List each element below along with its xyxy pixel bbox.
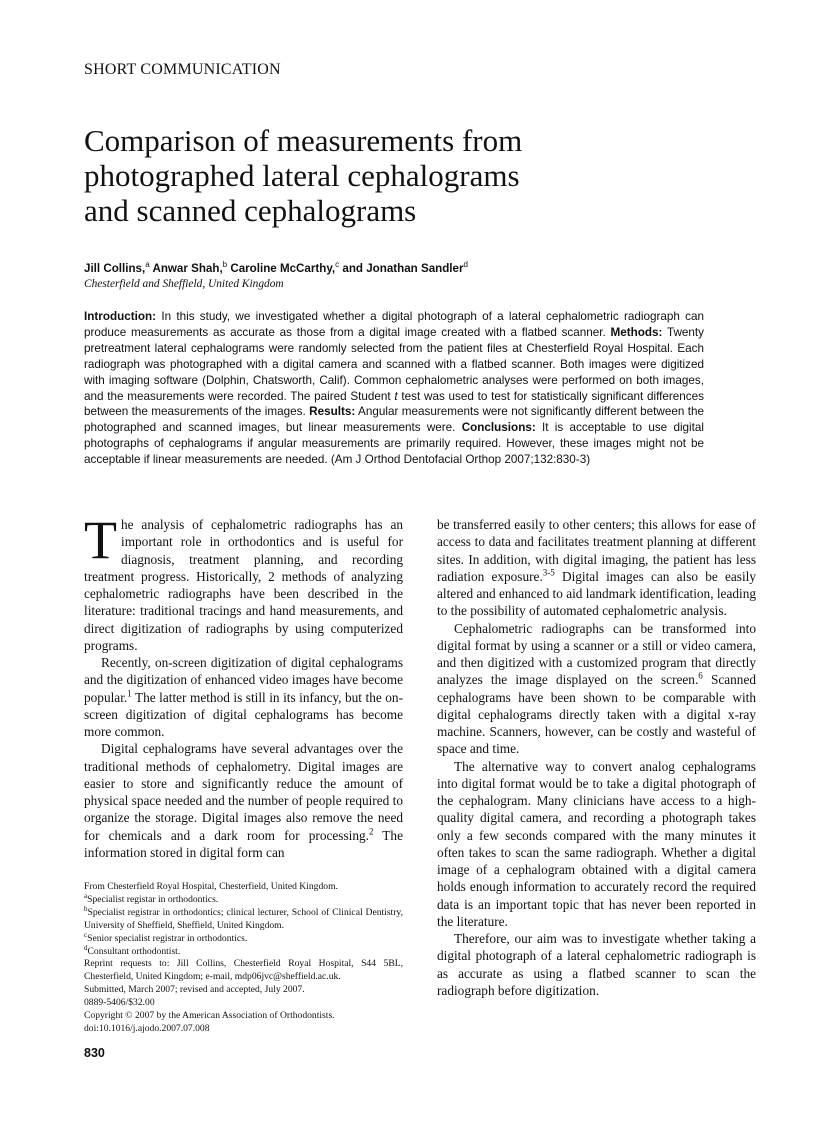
abstract-text: test was used to test for statistically significant differences between the measurements of the images.: [84, 389, 704, 419]
abstract-label: Results:: [309, 405, 356, 419]
paragraph-text: Cephalometric radiographs can be transformed into digital format by using a scanner or a still or video camera, and then digitized with a customized program that directly analyzes the image displayed on the screen.: [437, 620, 756, 688]
footnote-text: Consultant orthodontist.: [87, 945, 181, 957]
footnote: From Chesterfield Royal Hospital, Chesterfield, United Kingdom.: [84, 881, 338, 892]
paragraph: [437, 516, 756, 620]
submission-dates: Submitted, March 2007; revised and accepted, July 2007.: [84, 984, 305, 996]
footnote-text: Senior specialist registrar in orthodontics.: [87, 932, 248, 944]
footnote: [84, 891, 403, 907]
issn: 0889-5406/$32.00: [84, 997, 155, 1009]
footnote: [84, 943, 403, 959]
paragraph-text: he analysis of cephalometric radiographs has an important role in orthodontics and is useful for diagnosis, treatment planning, and recording treatment progress. Historically, 2 methods of analyzing cephalometric radiographs have been described in the literature: traditional tracings and hand measurements, and direct digitization of radiographs by using computerized programs.: [84, 517, 403, 653]
abstract-text: Twenty pretreatment lateral cephalograms were randomly selected from the patient files at Chesterfield Royal Hospital. Each radiograph was photographed with a digital camera and scanned with a flatbed scanner. Both images were digitized with imaging software (Dolphin, Chatsworth, Calif). Common cephalometric analyses were performed on both images, and the measurements were recorded. The paired Student: [84, 325, 704, 403]
doi: doi:10.1016/j.ajodo.2007.07.008: [84, 1022, 210, 1034]
drop-cap: T: [84, 510, 117, 570]
author-name: Jill Collins,: [84, 261, 146, 275]
paragraph-text: Digital images can also be easily altered and enhanced to aid landmark identification, leading to the possibility of automated cephalometric analysis.: [437, 568, 756, 619]
affiliation: Chesterfield and Sheffield, United Kingdom: [84, 278, 284, 290]
author-name: Anwar Shah,: [149, 261, 223, 275]
paragraph-text: Digital cephalograms have several advantages over the traditional methods of cephalometry. Digital images are easier to store and significantly reduce the amount of physical space needed and the number of people required to organize the storage. Digital images also remove the need for chemicals and a dark room for processing.: [84, 741, 403, 843]
paragraph-text: Recently, on-screen digitization of digital cephalograms and the digitization of enhanced video images have become popular.: [84, 655, 403, 705]
footnote: [84, 904, 403, 933]
section-label: SHORT COMMUNICATION: [84, 61, 281, 78]
abstract-label: Introduction:: [84, 310, 157, 323]
abstract-text: In this study, we investigated whether a digital photograph of a lateral cephalometric radiograph can produce measurements as accurate as those from a digital image created with a flatbed scanner.: [84, 310, 704, 339]
article-title: [84, 123, 704, 228]
paragraph: Therefore, our aim was to investigate whether taking a digital photograph of a lateral cephalometric radiograph is as accurate as using a flatbed scanner to scan the radiograph before digitization.: [437, 931, 756, 998]
footnote-text: Specialist registar in orthodontics.: [87, 893, 219, 905]
abstract: [84, 309, 704, 468]
abstract-label: Conclusions:: [461, 421, 536, 435]
footnote-mark: b: [84, 904, 88, 913]
paragraph: The alternative way to convert analog cephalograms into digital format would be to take a digital photograph of the cephalogram. Many clinicians have access to a high-quality digital camera, and recording a photograph takes only a few seconds compared with the many minutes it often takes to scan the same radiograph. Whether a digital image of a cephalogram obtained with a digital camera holds enough information to accurately record the required data is an important topic that has never been reported in the literature.: [437, 758, 756, 929]
footnote-text: Specialist registrar in orthodontics; clinical lecturer, School of Clinical Dentistry, University of Sheffield, Sheffield, United Kingdom.: [84, 906, 403, 931]
copyright: Copyright © 2007 by the American Association of Orthodontists.: [84, 1010, 335, 1022]
author-affiliation-mark: d: [463, 260, 468, 269]
paragraph-text: The information stored in digital form can: [84, 827, 403, 860]
page-number: 830: [84, 1046, 105, 1060]
paragraph-text: The latter method is still in its infancy, but the on-screen digitization of digital cephalograms has become more common.: [84, 689, 403, 739]
footnote-mark: d: [84, 943, 88, 952]
body-column-left: [84, 510, 403, 861]
author-affiliation-mark: c: [335, 260, 340, 269]
citation: 1: [127, 688, 132, 699]
paragraph: [437, 620, 756, 758]
abstract-label: Methods:: [610, 325, 663, 339]
author-name: and Jonathan Sandler: [339, 261, 464, 275]
paragraph-text: be transferred easily to other centers; this allows for ease of access to data and facilitates treatment planning at different sites. In addition, with digital imaging, the patient has less radiation exposure.: [437, 517, 756, 584]
title-line: Comparison of measurements from: [84, 123, 523, 158]
footnote-mark: c: [84, 930, 88, 939]
footnotes: [84, 881, 403, 1036]
footnote-mark: a: [84, 891, 88, 900]
citation: 3-5: [542, 567, 555, 578]
abstract-text: Angular measurements were not significantly different between the photographed and scanned images, but linear measurements were.: [84, 405, 704, 435]
body-column-right: [437, 516, 756, 999]
citation: 2: [368, 826, 374, 837]
author-affiliation-mark: b: [222, 260, 228, 269]
paragraph-text: Scanned cephalograms have been shown to be comparable with digital cephalograms directly taken with a digital x-ray machine. Scanners, however, can be costly and wasteful of space and time.: [437, 672, 756, 757]
author-list: [84, 260, 468, 275]
footnote: [84, 930, 403, 946]
abstract-text: It is acceptable to use digital photographs of cephalograms if angular measurements are primarily required. However, these images might not be acceptable if linear measurements are needed. (Am J Orthod Dentofacial Orthop 2007;132:830-3): [84, 421, 704, 467]
title-line: photographed lateral cephalograms: [84, 158, 520, 193]
reprint-requests: Reprint requests to: Jill Collins, Chesterfield Royal Hospital, S44 5BL, Chesterfield, United Kingdom; e-mail, mdp06jvc@sheffield.ac.uk.: [84, 958, 403, 983]
citation: 6: [698, 670, 703, 681]
abstract-text: t: [394, 389, 398, 403]
paragraph: [84, 510, 403, 654]
title-line: and scanned cephalograms: [84, 193, 417, 228]
paragraph: [84, 740, 403, 861]
author-name: Caroline McCarthy,: [227, 261, 336, 275]
paragraph: [84, 654, 403, 740]
author-affiliation-mark: a: [145, 260, 150, 269]
